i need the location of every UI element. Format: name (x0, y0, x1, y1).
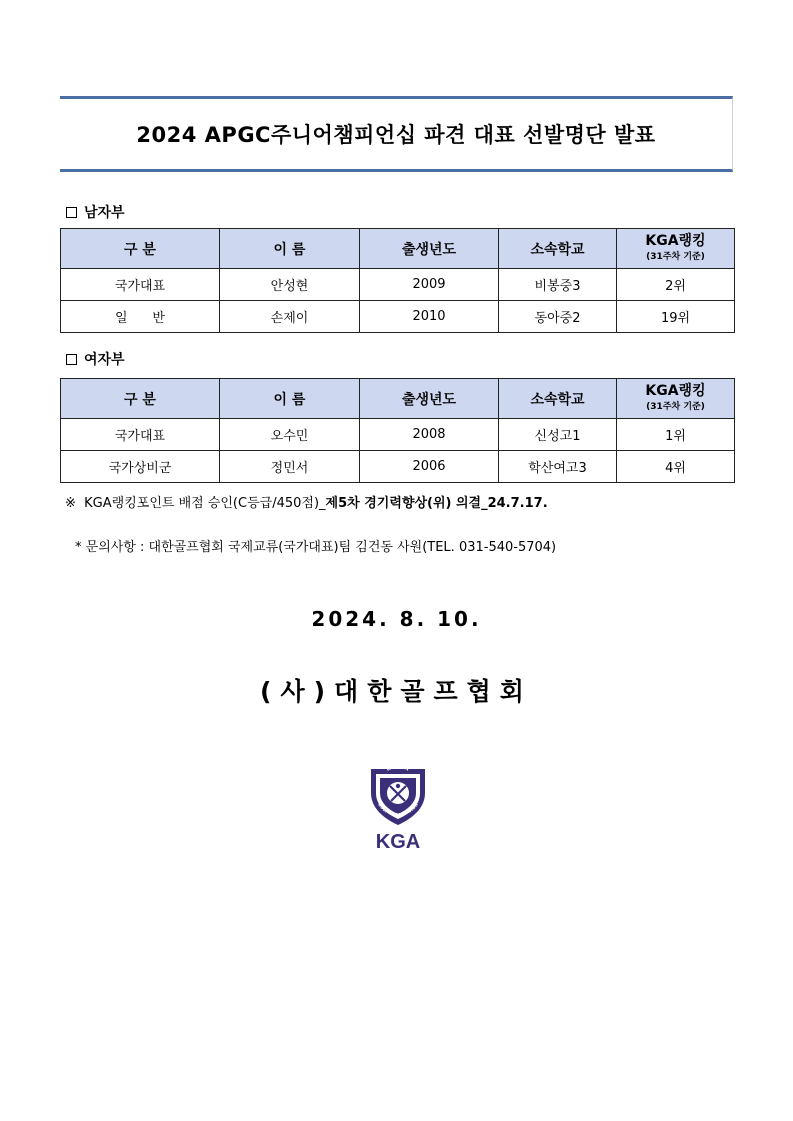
header-birth-year: 출생년도 (360, 379, 499, 419)
cell-school: 동아중2 (499, 301, 617, 333)
cell-school: 비봉중3 (499, 269, 617, 301)
girls-section-heading (66, 349, 125, 369)
header-category: 구 분 (61, 229, 220, 269)
kga-emblem-icon (365, 763, 431, 853)
cell-birth-year: 2008 (360, 419, 499, 451)
cell-name: 오수민 (220, 419, 360, 451)
cell-ranking: 4위 (617, 451, 735, 483)
boys-table (60, 228, 735, 333)
organization-name: (사)대한골프협회 (260, 677, 533, 706)
header-ranking (617, 379, 735, 419)
header-ranking (617, 229, 735, 269)
boys-section-heading (66, 202, 125, 222)
note-plain: ※ KGA랭킹포인트 배점 승인(C등급/450점)_ (65, 496, 326, 511)
table-row (61, 301, 735, 333)
header-ranking-label: KGA랭킹 (645, 383, 706, 400)
note-bold: 제5차 경기력향상(위) 의결_24.7.17. (325, 496, 548, 511)
table-row (61, 451, 735, 483)
checkbox-icon (66, 207, 77, 218)
cell-school: 학산여고3 (499, 451, 617, 483)
logo-arc-bottom: GOLF ASSOCIATION (376, 801, 420, 818)
boys-heading-label: 남자부 (84, 205, 125, 221)
girls-heading-label: 여자부 (84, 352, 125, 368)
table-header-row (61, 379, 735, 419)
header-ranking-sub: (31주차 기준) (646, 401, 705, 412)
cell-ranking: 1위 (617, 419, 735, 451)
title-box (60, 96, 733, 172)
cell-category: 국가대표 (61, 269, 220, 301)
page-title: 2024 APGC주니어챔피언십 파견 대표 선발명단 발표 (136, 123, 656, 147)
cell-birth-year: 2010 (360, 301, 499, 333)
cell-name: 손제이 (220, 301, 360, 333)
ranking-note (65, 492, 548, 511)
document-date: 2024. 8. 10. (311, 607, 482, 631)
table-row (61, 419, 735, 451)
girls-table (60, 378, 735, 483)
table-header-row (61, 229, 735, 269)
kga-logo (365, 763, 431, 853)
logo-wordmark: KGA (375, 831, 421, 853)
cell-ranking: 19위 (617, 301, 735, 333)
logo-arc-top: KOREA (385, 763, 411, 773)
cell-name: 정민서 (220, 451, 360, 483)
header-category: 구 분 (61, 379, 220, 419)
header-birth-year: 출생년도 (360, 229, 499, 269)
header-name: 이 름 (220, 229, 360, 269)
checkbox-icon (66, 354, 77, 365)
cell-name: 안성현 (220, 269, 360, 301)
cell-birth-year: 2009 (360, 269, 499, 301)
cell-school: 신성고1 (499, 419, 617, 451)
cell-category: 국가상비군 (61, 451, 220, 483)
header-name: 이 름 (220, 379, 360, 419)
table-row (61, 269, 735, 301)
cell-ranking: 2위 (617, 269, 735, 301)
contact-info: * 문의사항 : 대한골프협회 국제교류(국가대표)팀 김건동 사원(TEL. 031-540-5704) (75, 540, 557, 555)
header-ranking-sub: (31주차 기준) (646, 251, 705, 262)
header-school: 소속학교 (499, 379, 617, 419)
header-ranking-label: KGA랭킹 (645, 233, 706, 250)
cell-birth-year: 2006 (360, 451, 499, 483)
cell-category: 국가대표 (61, 419, 220, 451)
cell-category: 일 반 (61, 301, 220, 333)
header-school: 소속학교 (499, 229, 617, 269)
